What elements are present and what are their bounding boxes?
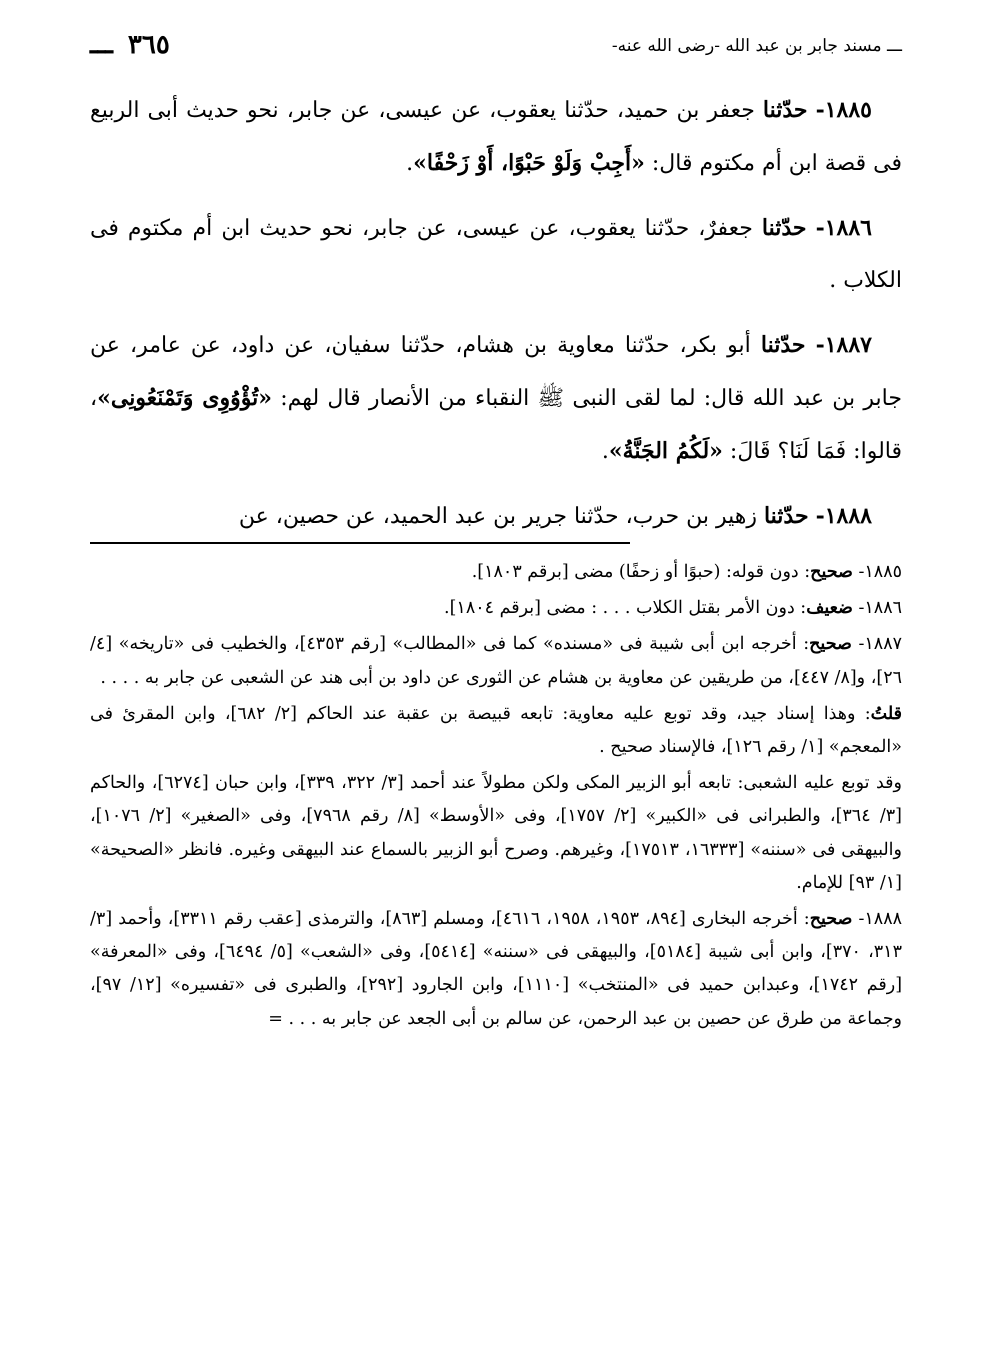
hadith-1885 xyxy=(90,84,902,190)
hadith-end: . xyxy=(601,439,609,464)
hadith-number: ١٨٨٨- xyxy=(815,503,872,529)
running-header xyxy=(90,30,902,66)
hadith-1887 xyxy=(90,319,902,478)
prophetic-quote: «تُؤْوُوِى وَتَمْنَعُونِى» xyxy=(97,385,273,411)
footnote-text: : دون قوله: (حبوًا أو زحفًا) مضى [برقم ١٨٠٣]. xyxy=(471,562,811,582)
footnote-grade: صحيح xyxy=(810,562,853,582)
header-dash: ـــ xyxy=(90,30,122,60)
hadith-opening: حدّثنا xyxy=(763,503,809,529)
hadith-text: جعفر بن حميد، حدّثنا يعقوب، عن عيسى، عن جابر، نحو حديث أبى الربيع فى قصة ابن أم مكتوم قال: xyxy=(90,98,902,176)
footnote-separator xyxy=(90,542,630,544)
footnotes xyxy=(90,556,902,1039)
main-text xyxy=(90,84,902,555)
footnote-text: : أخرجه ابن أبى شيبة فى «مسنده» كما فى «المطالب» [رقم ٤٣٥٣]، والخطيب فى «تاريخه» [٤/ ٢٦]، و[٨/ ٤٤٧]، من طريقين عن معاوية بن هشام عن الثورى عن داود بن أبى هند عن الشعبى عن جابر به . . . . xyxy=(90,634,902,688)
hadith-text-mid: ، قالوا: فَمَا لَنَا؟ قَالَ: xyxy=(90,386,902,464)
hadith-opening: حدّثنا xyxy=(762,97,808,123)
hadith-number: ١٨٨٧- xyxy=(815,332,872,358)
footnote-1885 xyxy=(90,556,902,589)
header-title: ـــ مسند جابر بن عبد الله -رضى الله عنه- xyxy=(604,36,902,56)
footnote-corroboration xyxy=(90,767,902,900)
hadith-1886 xyxy=(90,202,902,307)
page-number xyxy=(90,30,176,60)
footnote-number: ١٨٨٨- xyxy=(852,909,903,930)
hadith-end: . xyxy=(406,151,414,176)
hadith-text: زهير بن حرب، حدّثنا جرير بن عبد الحميد، عن حصين، عن xyxy=(238,504,764,529)
footnote-grade: صحيح xyxy=(809,634,852,655)
hadith-1888 xyxy=(90,490,902,543)
hadith-number: ١٨٨٦- xyxy=(815,215,872,241)
hadith-text: أبو بكر، حدّثنا معاوية بن هشام، حدّثنا سفيان، عن داود، عن عامر، عن جابر بن عبد الله قال: لما لقى النبى ﷺ النقباء من الأنصار قال لهم: xyxy=(90,333,902,411)
footnote-grade: ضعيف xyxy=(806,598,853,619)
footnote-grade: صحيح xyxy=(809,909,853,930)
footnote-number: ١٨٨٧- xyxy=(851,634,902,655)
hadith-opening: حدّثنا xyxy=(760,332,806,358)
footnote-number: ١٨٨٦- xyxy=(852,598,902,619)
comment-label: قلتُ xyxy=(870,703,902,724)
footnote-text: : أخرجه البخارى [٨٩٤، ١٩٥٣، ١٩٥٨، ٤٦١٦]، ومسلم [٨٦٣]، والترمذى [عقب رقم ٣٣١١]، وأحمد [٣/ ٣١٣، ٣٧٠]، وابن أبى شيبة [٥١٨٤]، والبيهقى فى «سننه» [٥٤١٤]، وفى «الشعب» [٥/ ٦٤٩٤]، وفى «المعرفة» [رقم ١٧٤٢]، وعبدابن حميد فى «المنتخب» [١١١٠]، وابن الجارود [٢٩٢]، والطبرى فى «تفسيره» [١٢/ ٩٧]، وجماعة من طرق عن حصين بن عبد الرحمن، عن سالم بن أبى الجعد عن جابر به . . . = xyxy=(90,909,903,1029)
hadith-opening: حدّثنا xyxy=(761,215,807,241)
prophetic-quote: «أَجِبْ وَلَوْ حَبْوًا، أَوْ زَحْفًا» xyxy=(413,150,645,176)
footnote-1887 xyxy=(90,628,902,694)
corroboration-text: وقد توبع عليه الشعبى: تابعه أبو الزبير المكى ولكن مطولاً عند أحمد [٣/ ٣٢٢، ٣٣٩]، وابن حبان [٦٢٧٤]، والحاكم [٣/ ٣٦٤]، والطبرانى فى «الكبير» [٢/ ١٧٥٧]، وفى «الأوسط» [٨/ رقم ٧٩٦٨]، وفى «الصغير» [٢/ ١٠٧٦]، والبيهقى فى «سننه» [١٦٣٣٣، ١٧٥١٣]، وغيرهم. وصرح أبو الزبير بالسماع عند البيهقى وغيره. فانظر «الصحيحة» [١/ ٩٣] للإمام. xyxy=(90,773,902,893)
page-number-value: ٣٦٥ xyxy=(127,30,170,60)
footnote-1886 xyxy=(90,592,902,625)
footnote-number: ١٨٨٥- xyxy=(852,562,902,582)
hadith-number: ١٨٨٥- xyxy=(815,97,872,123)
prophetic-quote: «لَكُمُ الجَنَّةُ» xyxy=(608,438,723,464)
comment-text: : وهذا إسناد جيد، وقد توبع عليه معاوية: تابعه قبيصة بن عقبة عند الحاكم [٢/ ٦٨٢]، وابن المقرئ فى «المعجم» [١/ رقم ١٢٦]، فالإسناد صحيح . xyxy=(90,703,902,758)
footnote-comment xyxy=(90,698,902,764)
hadith-text: جعفرٌ، حدّثنا يعقوب، عن عيسى، عن جابر، نحو حديث ابن أم مكتوم فى الكلاب . xyxy=(90,216,902,293)
footnote-1888 xyxy=(90,903,902,1036)
footnote-text: : دون الأمر بقتل الكلاب . . . : مضى [برقم ١٨٠٤]. xyxy=(444,598,807,619)
